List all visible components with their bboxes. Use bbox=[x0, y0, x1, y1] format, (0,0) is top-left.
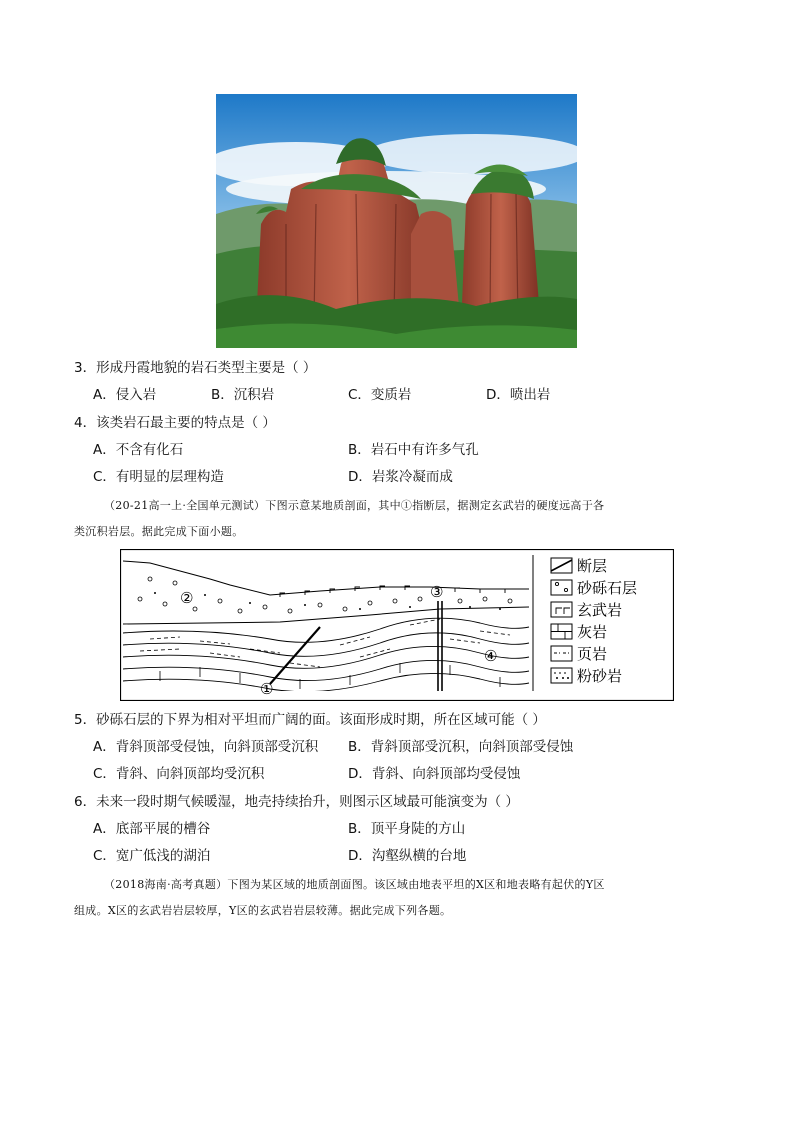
label-siltstone-4: ④ bbox=[484, 647, 498, 665]
q4-option-a: A．不含有化石 bbox=[93, 442, 184, 458]
q5-option-c: C．背斜、向斜顶部均受沉积 bbox=[93, 766, 265, 782]
q4-option-b: B．岩石中有许多气孔 bbox=[348, 442, 479, 458]
legend-gravel: 砂砾石层 bbox=[577, 579, 638, 597]
q3-option-c: C．变质岩 bbox=[348, 387, 412, 403]
q3-option-b: B．沉积岩 bbox=[211, 387, 275, 403]
question-5-stem: 5．砂砾石层的下界为相对平坦而广阔的面。该面形成时期，所在区域可能（ ） bbox=[74, 712, 546, 728]
question-6-stem: 6．未来一段时期气候暖湿，地壳持续抬升，则图示区域最可能演变为（ ） bbox=[74, 794, 519, 810]
section-intro-line-1: （20-21高一上·全国单元测试）下图示意某地质剖面，其中①指断层，据测定玄武岩的硬度远高于各 bbox=[104, 499, 605, 512]
legend-limestone: 灰岩 bbox=[577, 623, 608, 641]
danxia-landform-photo bbox=[216, 94, 577, 348]
label-fault-3: ③ bbox=[430, 583, 444, 601]
q5-option-a: A．背斜顶部受侵蚀，向斜顶部受沉积 bbox=[93, 739, 319, 755]
legend-shale: 页岩 bbox=[577, 645, 608, 663]
section-intro-3-line-2: 组成。X区的玄武岩岩层较厚，Y区的玄武岩岩层较薄。据此完成下列各题。 bbox=[74, 904, 452, 917]
question-3-stem: 3．形成丹霞地貌的岩石类型主要是（ ） bbox=[74, 360, 317, 376]
q4-option-d: D．岩浆冷凝而成 bbox=[348, 469, 453, 485]
section-intro-3-line-1: （2018海南·高考真题）下图为某区域的地质剖面图。该区域由地表平坦的X区和地表略有起伏的Y区 bbox=[104, 878, 605, 891]
q6-option-d: D．沟壑纵横的台地 bbox=[348, 848, 467, 864]
label-fault-1: ① bbox=[260, 680, 274, 698]
q6-option-c: C．宽广低浅的湖泊 bbox=[93, 848, 211, 864]
legend-basalt: 玄武岩 bbox=[577, 601, 623, 619]
legend-siltstone: 粉砂岩 bbox=[577, 667, 623, 685]
geologic-cross-section-diagram bbox=[120, 549, 674, 701]
legend-fault: 断层 bbox=[577, 557, 608, 575]
section-intro-line-2: 类沉积岩层。据此完成下面小题。 bbox=[74, 525, 244, 538]
q3-option-a: A．侵入岩 bbox=[93, 387, 157, 403]
q6-option-a: A．底部平展的槽谷 bbox=[93, 821, 211, 837]
q5-option-d: D．背斜、向斜顶部均受侵蚀 bbox=[348, 766, 521, 782]
q3-option-d: D．喷出岩 bbox=[486, 387, 551, 403]
label-gravel-2: ② bbox=[180, 589, 194, 607]
q4-option-c: C．有明显的层理构造 bbox=[93, 469, 224, 485]
q6-option-b: B．顶平身陡的方山 bbox=[348, 821, 466, 837]
question-4-stem: 4．该类岩石最主要的特点是（ ） bbox=[74, 415, 276, 431]
q5-option-b: B．背斜顶部受沉积，向斜顶部受侵蚀 bbox=[348, 739, 574, 755]
